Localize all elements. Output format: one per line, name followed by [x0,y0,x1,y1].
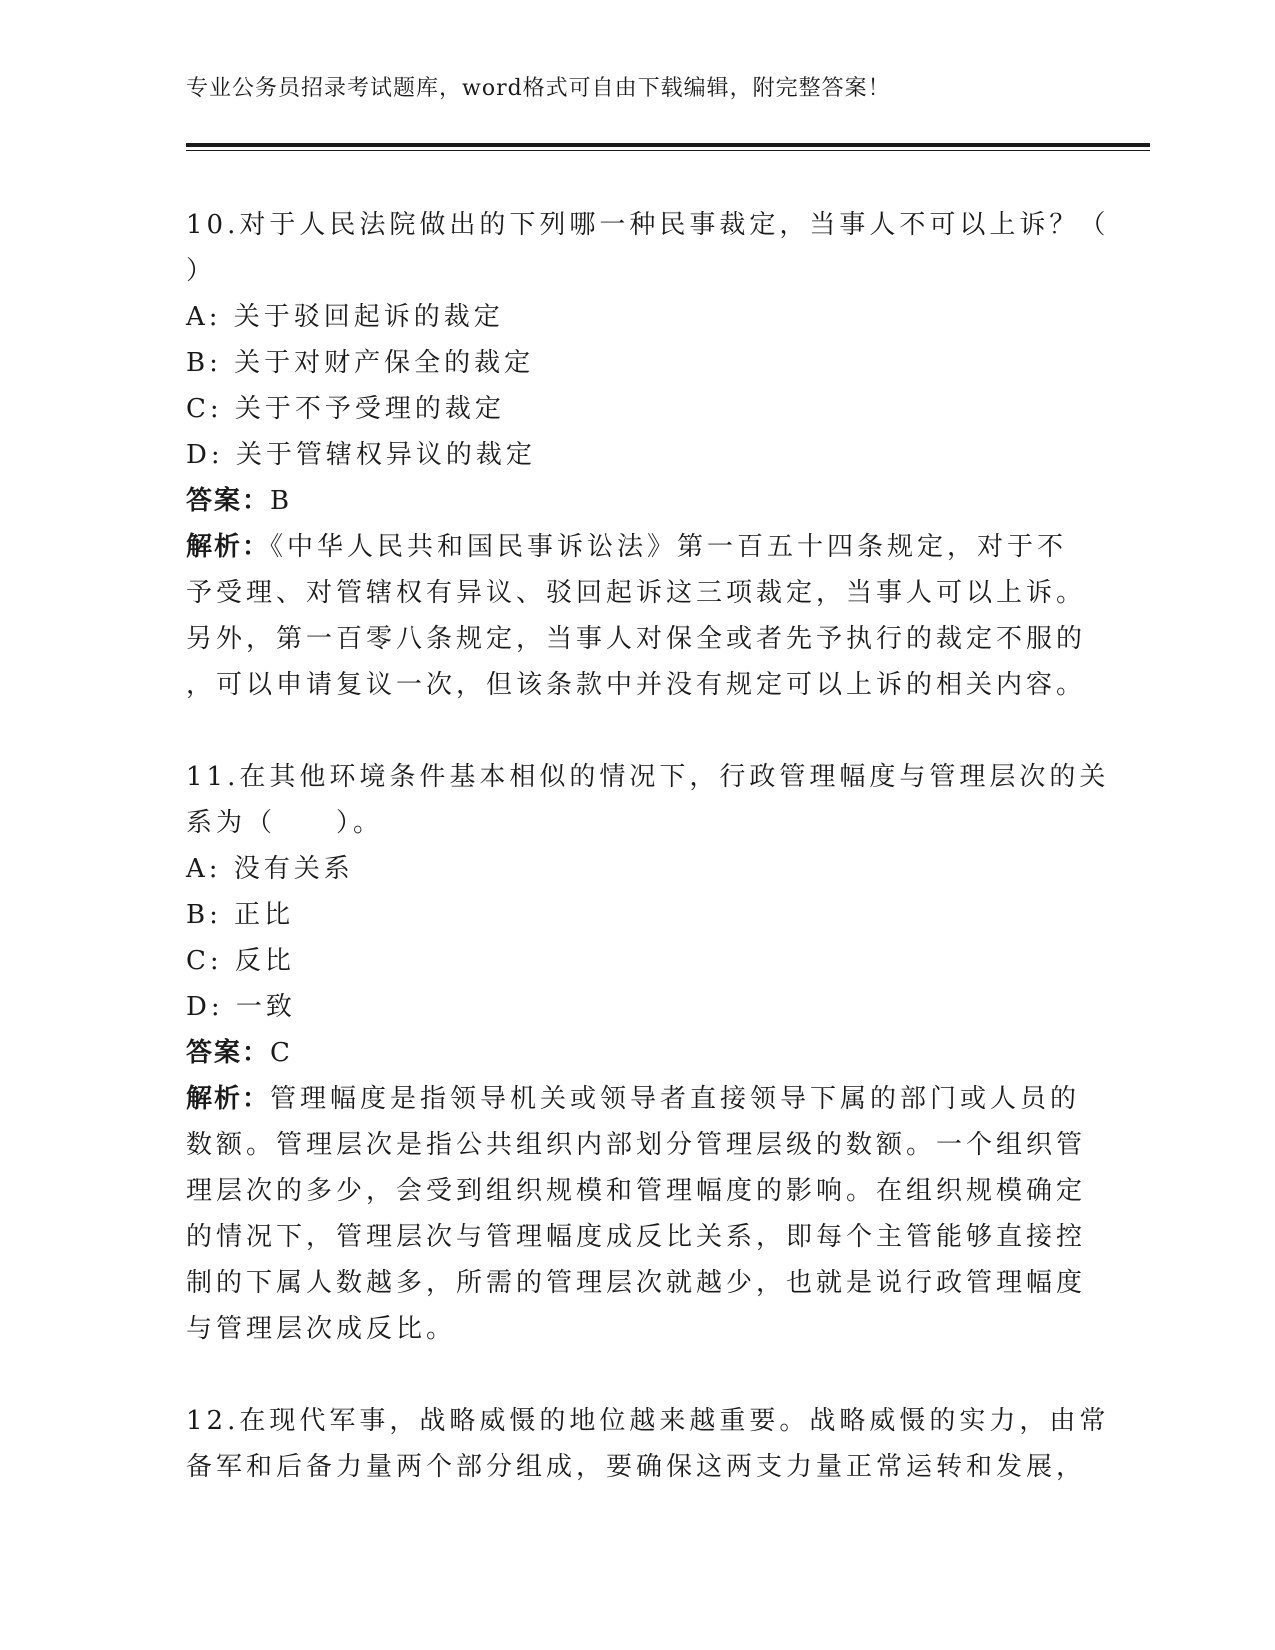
explanation-text: 的情况下，管理层次与管理幅度成反比关系，即每个主管能够直接控 [186,1222,1087,1252]
answer-label: 答案： [186,486,271,516]
explanation-text: 另外，第一百零八条规定，当事人对保全或者先予执行的裁定不服的 [186,624,1087,654]
header-rule-thin [186,150,1150,151]
page-header: 专业公务员招录考试题库，word格式可自由下载编辑，附完整答案！ [186,76,891,101]
question-stem-line: 11.在其他环境条件基本相似的情况下，行政管理幅度与管理层次的关 [186,762,1110,792]
answer-label: 答案： [186,1038,271,1068]
explanation-text: ，可以申请复议一次，但该条款中并没有规定可以上诉的相关内容。 [186,670,1087,700]
explanation-label: 解析： [186,1084,271,1114]
explanation-text: 予受理、对管辖权有异议、驳回起诉这三项裁定，当事人可以上诉。 [186,578,1087,608]
question-stem-line: ） [186,256,217,286]
option-d: D: 关于管辖权异议的裁定 [186,440,536,470]
question-stem-line: 12.在现代军事，战略威慑的地位越来越重要。战略威慑的实力，由常 [186,1406,1110,1436]
option-d: D: 一致 [186,992,296,1022]
question-11 [186,754,1110,1352]
explanation-text: 理层次的多少，会受到组织规模和管理幅度的影响。在组织规模确定 [186,1176,1087,1206]
explanation-text: 数额。管理层次是指公共组织内部划分管理层级的数额。一个组织管 [186,1130,1087,1160]
question-12 [186,1398,1110,1490]
question-list [186,202,1110,1490]
option-b: B: 正比 [186,900,295,930]
answer-line [186,478,1066,524]
option-b: B: 关于对财产保全的裁定 [186,348,535,378]
explanation-text: 《中华人民共和国民事诉讼法》第一百五十四条规定，对于不 [270,532,1068,562]
option-a: A: 关于驳回起诉的裁定 [186,302,504,332]
explanation-label: 解析： [186,532,271,562]
answer-value: B [270,486,294,516]
option-c: C: 反比 [186,946,295,976]
question-10 [186,202,1110,708]
answer-value: C [270,1038,294,1068]
option-c: C: 关于不予受理的裁定 [186,394,505,424]
answer-line [186,1030,1066,1076]
explanation-text: 管理幅度是指领导机关或领导者直接领导下属的部门或人员的 [270,1084,1081,1114]
explanation-text: 制的下属人数越多，所需的管理层次就越少，也就是说行政管理幅度 [186,1268,1087,1298]
explanation-line [186,1076,1081,1122]
explanation-text: 与管理层次成反比。 [186,1314,457,1344]
explanation-line [186,524,1066,570]
question-stem-line: 10.对于人民法院做出的下列哪一种民事裁定，当事人不可以上诉？（ [186,210,1110,240]
header-rule-thick [186,143,1150,147]
question-stem-line: 系为（ ）。 [186,808,384,838]
question-stem-line: 备军和后备力量两个部分组成，要确保这两支力量正常运转和发展， [186,1452,1087,1482]
option-a: A: 没有关系 [186,854,354,884]
